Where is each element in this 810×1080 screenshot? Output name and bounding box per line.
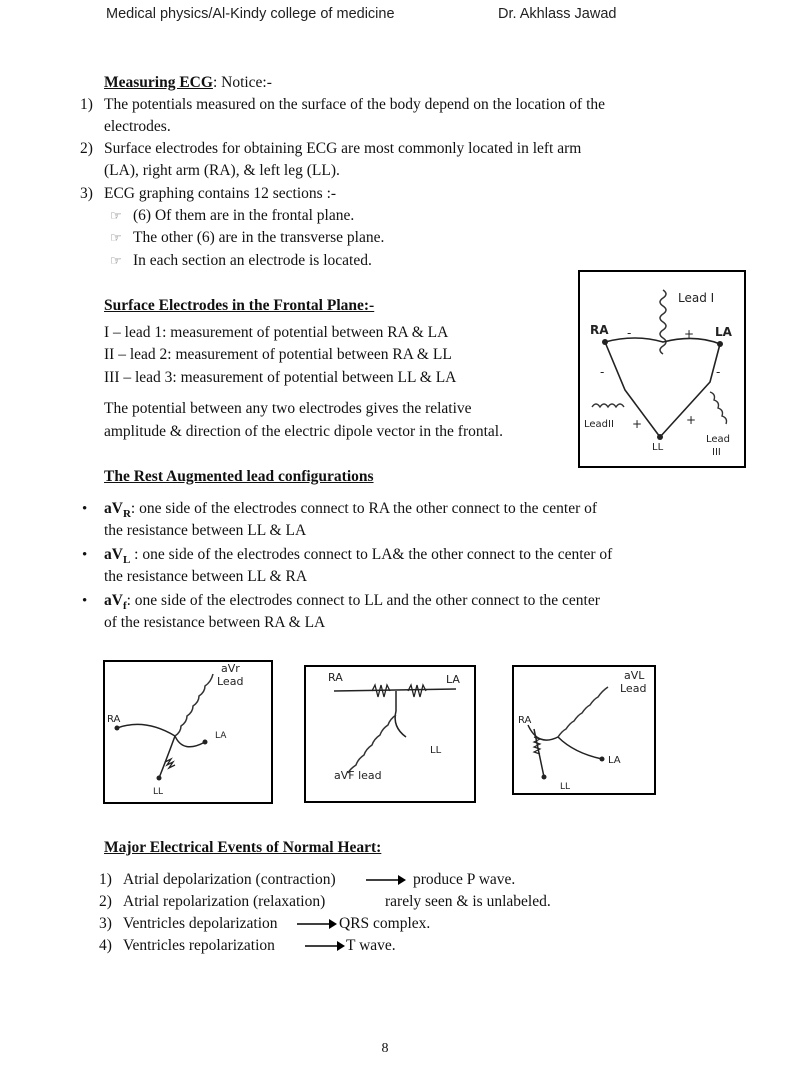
- ra-label: RA: [328, 671, 343, 684]
- lead-i-label: Lead I: [678, 291, 715, 305]
- avf-sub: f: [122, 600, 127, 613]
- avr-wire: [117, 724, 205, 746]
- avr-sub: R: [122, 508, 131, 521]
- ll-label: LL: [430, 745, 442, 756]
- measuring-heading: [104, 72, 272, 94]
- event-number: 1): [99, 871, 112, 888]
- la-electrode: [717, 341, 723, 347]
- la-label: LA: [446, 673, 460, 686]
- avr-diagram: [105, 662, 271, 802]
- plus-sign: +: [686, 413, 697, 427]
- bullet-icon: •: [82, 593, 88, 609]
- einthoven-triangle-figure: [578, 270, 746, 468]
- avr-text: : one side of the electrodes connect to RA the other connect to the center of: [130, 500, 598, 517]
- avr-ll-wire: [159, 736, 175, 778]
- avf-drop-wire: [395, 691, 406, 737]
- event-number: 2): [99, 893, 112, 910]
- sub-item-text: (6) Of them are in the frontal plane.: [133, 207, 355, 224]
- avl-lead-label: aVL: [624, 669, 645, 682]
- list-item-text: The potentials measured on the surface of the body depend on the location of the: [104, 96, 606, 113]
- avf-line-2: of the resistance between RA & LA: [104, 614, 326, 631]
- avl-diagram: [514, 667, 654, 793]
- ra-label: RA: [518, 715, 532, 726]
- ra-electrode: [602, 339, 608, 345]
- la-label: LA: [608, 755, 621, 766]
- ll-label: LL: [560, 782, 571, 792]
- la-label: LA: [715, 325, 732, 339]
- lead-3-text: III – lead 3: measurement of potential between LL & LA: [104, 369, 457, 386]
- la-label: LA: [215, 731, 227, 741]
- ll-electrode: [157, 776, 162, 781]
- avl-text: : one side of the electrodes connect to LA& the other connect to the center of: [130, 546, 613, 563]
- list-item-text: Surface electrodes for obtaining ECG are most commonly located in left arm: [104, 140, 582, 157]
- event-4-text: Ventricles repolarization: [123, 937, 275, 954]
- arrow-right-icon: [297, 917, 337, 931]
- bullet-icon: •: [82, 501, 88, 517]
- pointing-hand-icon: ☞: [110, 230, 122, 245]
- event-4-result: T wave.: [346, 937, 396, 954]
- avr-coil: [175, 674, 213, 736]
- top-wire: [605, 338, 720, 344]
- list-item-text: (LA), right arm (RA), & left leg (LL).: [104, 162, 340, 179]
- frontal-heading: Surface Electrodes in the Frontal Plane:-: [104, 297, 375, 314]
- sub-item-text: In each section an electrode is located.: [133, 252, 372, 269]
- avf-text: : one side of the electrodes connect to LL and the other connect to the center: [126, 592, 600, 609]
- ra-label: RA: [590, 323, 609, 337]
- lead-ii-coil: [592, 404, 624, 407]
- event-2-result: rarely seen & is unlabeled.: [385, 893, 551, 910]
- triangle-diagram: [580, 272, 744, 466]
- la-electrode: [600, 757, 605, 762]
- lead-iii-number: III: [712, 447, 721, 458]
- avf-diagram: [306, 667, 474, 801]
- avl-base: aV: [104, 546, 123, 563]
- ll-electrode: [542, 775, 547, 780]
- frontal-paragraph-line: The potential between any two electrodes gives the relative: [104, 400, 472, 417]
- sub-item-text: The other (6) are in the transverse plane.: [133, 229, 385, 246]
- avr-lead-label-2: Lead: [217, 675, 244, 688]
- lead-1-text: I – lead 1: measurement of potential between RA & LA: [104, 324, 449, 341]
- frontal-paragraph-line: amplitude & direction of the electric dipole vector in the frontal.: [104, 423, 503, 440]
- event-1-text: Atrial depolarization (contraction): [123, 871, 336, 888]
- avf-resistors: [372, 685, 426, 697]
- event-number: 3): [99, 915, 112, 932]
- lead-iii-label: Lead: [706, 434, 731, 445]
- avf-lead-label: aVF lead: [334, 769, 382, 782]
- list-item-text: ECG graphing contains 12 sections :-: [104, 185, 337, 202]
- avf-coil: [348, 715, 396, 773]
- ra-electrode: [115, 726, 120, 731]
- avf-figure: [304, 665, 476, 803]
- avl-coil: [558, 687, 608, 737]
- avf-top-wire: [334, 689, 456, 691]
- event-2-text: Atrial repolarization (relaxation): [123, 893, 326, 910]
- ll-label: LL: [153, 787, 164, 797]
- avr-figure: [103, 660, 273, 804]
- lead-iii-coil: [710, 392, 727, 424]
- avf-base: aV: [104, 592, 123, 609]
- avr-lead-label: aVr: [221, 662, 240, 675]
- avr-base: aV: [104, 500, 123, 517]
- pointing-hand-icon: ☞: [110, 253, 122, 268]
- lead-ii-number: II: [608, 419, 614, 430]
- event-3-result: QRS complex.: [339, 915, 431, 932]
- lead-ii-label: Lead: [584, 419, 609, 430]
- page-number: 8: [381, 1041, 389, 1056]
- header-right: Dr. Akhlass Jawad: [498, 6, 617, 22]
- minus-sign: -: [627, 326, 632, 340]
- minus-sign: -: [600, 365, 605, 379]
- avl-figure: [512, 665, 656, 795]
- event-1-result: produce P wave.: [413, 871, 516, 888]
- avl-lead-label-2: Lead: [620, 682, 647, 695]
- pointing-hand-icon: ☞: [110, 208, 122, 223]
- arrow-right-icon: [366, 873, 406, 887]
- ra-label: RA: [107, 714, 121, 725]
- minus-sign: -: [716, 365, 721, 379]
- la-electrode: [203, 740, 208, 745]
- event-3-text: Ventricles depolarization: [123, 915, 278, 932]
- arrow-right-icon: [305, 939, 345, 953]
- augmented-heading: The Rest Augmented lead configurations: [104, 468, 374, 485]
- header-left: Medical physics/Al-Kindy college of medicine: [106, 6, 395, 22]
- events-heading: Major Electrical Events of Normal Heart:: [104, 839, 382, 856]
- ll-label: LL: [652, 442, 664, 453]
- list-item-text: electrodes.: [104, 118, 171, 135]
- avl-term: [104, 546, 131, 567]
- avr-line-2: the resistance between LL & LA: [104, 522, 307, 539]
- lead-2-text: II – lead 2: measurement of potential between RA & LL: [104, 346, 452, 363]
- measuring-notice: : Notice:-: [212, 74, 272, 91]
- item-number: 3): [80, 185, 93, 202]
- ll-electrode: [657, 434, 663, 440]
- avf-term: [104, 592, 127, 613]
- avl-sub: L: [122, 554, 131, 567]
- item-number: 1): [80, 96, 93, 113]
- event-number: 4): [99, 937, 112, 954]
- plus-sign: +: [684, 327, 695, 341]
- measuring-title: Measuring ECG: [104, 74, 213, 91]
- avl-line-2: the resistance between LL & RA: [104, 568, 308, 585]
- bullet-icon: •: [82, 547, 88, 563]
- item-number: 2): [80, 140, 93, 157]
- lead-i-coil: [660, 290, 666, 354]
- plus-sign: +: [632, 417, 643, 431]
- avr-term: [104, 500, 131, 521]
